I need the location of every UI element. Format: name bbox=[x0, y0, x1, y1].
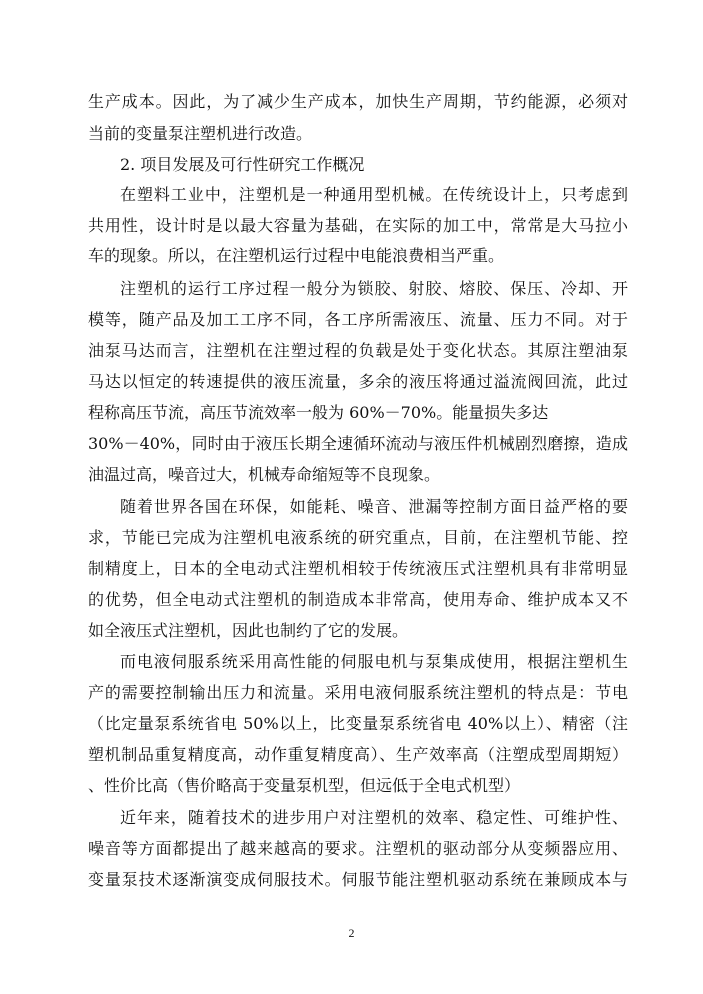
body-text-line: 车的现象。所以，在注塑机运行过程中电能浪费相当严重。 bbox=[88, 246, 505, 265]
body-text-line: 模等，随产品及加工工序不同，各工序所需液压、流量、压力不同。对于 bbox=[88, 310, 628, 329]
body-text-line: 塑机制品重复精度高，动作重复精度高）、生产效率高（注塑成型周期短） bbox=[88, 745, 628, 764]
body-text-line: 油泵马达而言，注塑机在注塑过程的负载是处于变化状态。其原注塑油泵 bbox=[88, 341, 628, 360]
body-text-line: 而电液伺服系统采用高性能的伺服电机与泵集成使用，根据注塑机生 bbox=[120, 652, 628, 671]
body-text-line: 30%－40%，同时由于液压长期全速循环流动与液压件机械剧烈磨擦，造成 bbox=[88, 434, 628, 453]
body-text-line: 注塑机的运行工序过程一般分为锁胶、射胶、熔胶、保压、冷却、开 bbox=[120, 279, 628, 298]
body-text-line: 近年来，随着技术的进步用户对注塑机的效率、稳定性、可维护性、 bbox=[120, 808, 628, 827]
body-text-line: 共用性，设计时是以最大容量为基础，在实际的加工中，常常是大马拉小 bbox=[88, 216, 628, 235]
body-text-line: 程称高压节流，高压节流效率一般为 60%－70%。能量损失多达 bbox=[88, 403, 549, 422]
body-text-line: 当前的变量泵注塑机进行改造。 bbox=[88, 124, 313, 143]
body-text-line: 噪音等方面都提出了越来越高的要求。注塑机的驱动部分从变频器应用、 bbox=[88, 839, 628, 858]
body-text-line: 求，节能已完成为注塑机电液系统的研究重点，目前，在注塑机节能、控 bbox=[88, 528, 628, 547]
body-text-line: 马达以恒定的转速提供的液压流量，多余的液压将通过溢流阀回流，此过 bbox=[88, 372, 628, 391]
body-text-line: 产的需要控制输出压力和流量。采用电液伺服系统注塑机的特点是：节电 bbox=[88, 683, 628, 702]
section-heading: 2. 项目发展及可行性研究工作概况 bbox=[120, 155, 365, 174]
body-text-line: 油温过高，噪音过大，机械寿命缩短等不良现象。 bbox=[88, 465, 441, 484]
body-text-line: （比定量泵系统省电 50%以上，比变量泵系统省电 40%以上）、精密（注 bbox=[88, 714, 628, 733]
body-text-line: 如全液压式注塑机，因此也制约了它的发展。 bbox=[88, 621, 409, 640]
page-number: 2 bbox=[348, 926, 355, 940]
body-text-line: 随着世界各国在环保，如能耗、噪音、泄漏等控制方面日益严格的要 bbox=[120, 497, 628, 516]
body-text-line: 的优势，但全电动式注塑机的制造成本非常高，使用寿命、维护成本又不 bbox=[88, 590, 628, 609]
body-text-line: 、性价比高（售价略高于变量泵机型，但远低于全电式机型） bbox=[88, 776, 521, 795]
body-text-line: 在塑料工业中，注塑机是一种通用型机械。在传统设计上，只考虑到 bbox=[120, 185, 628, 204]
body-text-line: 生产成本。因此，为了减少生产成本，加快生产周期，节约能源，必须对 bbox=[88, 92, 628, 111]
body-text-line: 制精度上，日本的全电动式注塑机相较于传统液压式注塑机具有非常明显 bbox=[88, 559, 628, 578]
body-text-line: 变量泵技术逐渐演变成伺服技术。伺服节能注塑机驱动系统在兼顾成本与 bbox=[88, 870, 628, 889]
